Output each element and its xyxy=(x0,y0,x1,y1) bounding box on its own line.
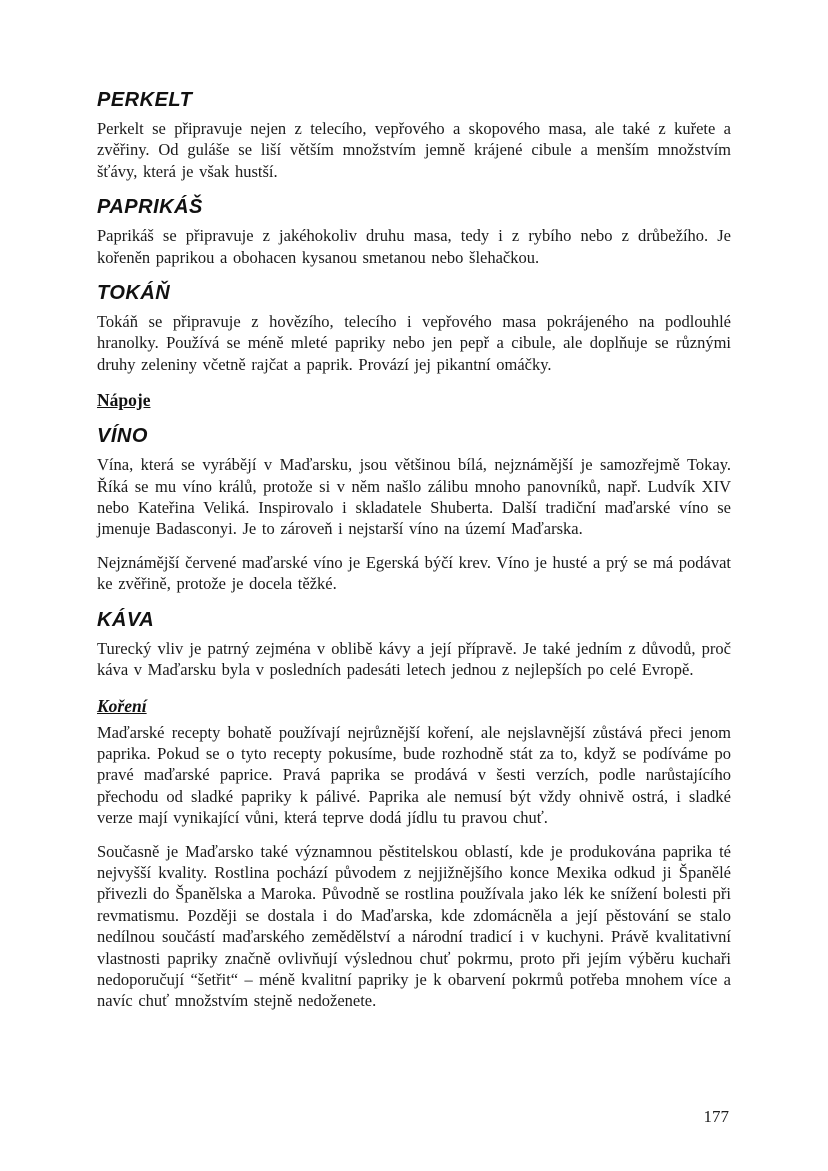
paragraph-koreni-2: Současně je Maďarsko také významnou pěstitelskou oblastí, kde je produkována paprika té nejvyšší kvality. Rostlina pochází původem z nejjižnějšího konce Mexika odkud ji Španělé přivezli do Španělska a Maroka. Původně se rostlina používala jako lék ke snížení bolesti při revmatismu. Později se dostala i do Maďarska, kde zdomácněla a její pěstování se stalo nedílnou součástí maďarského zemědělství a národní tradicí i v kuchyni. Právě kvalitativní vlastnosti papriky značně ovlivňují výslednou chuť pokrmu, proto při jejím výběru kuchaři nedoporučují “šetřit“ – méně kvalitní papriky je k obarvení pokrmů potřeba mnohem více a navíc chuť množstvím stejně nedoženete. xyxy=(97,841,731,1011)
paragraph-koreni-1: Maďarské recepty bohatě používají nejrůznější koření, ale nejslavnější zůstává přeci jenom paprika. Pokud se o tyto recepty pokusíme, bude rozhodně stát za to, když se podíváme po pravé maďarské paprice. Pravá paprika se prodává v šesti verzích, podle narůstajícího přechodu od sladké papriky k pálivé. Paprika ale nemusí být vždy ohnivě ostrá, i sladké verze mají vynikající vůni, která teprve dodá jídlu tu pravou chuť. xyxy=(97,722,731,828)
page-content xyxy=(97,88,731,1021)
paragraph-vino-2: Nejznámější červené maďarské víno je Egerská býčí krev. Víno je husté a prý se má podávat ke zvěřině, protože je docela těžké. xyxy=(97,552,731,594)
subheading-napoje: Nápoje xyxy=(97,390,151,411)
heading-paprikas: PAPRIKÁŠ xyxy=(97,196,203,219)
heading-vino: VÍNO xyxy=(97,425,148,448)
heading-kava: KÁVA xyxy=(97,608,155,631)
heading-tokan: TOKÁŇ xyxy=(97,282,171,305)
heading-perkelt: PERKELT xyxy=(97,89,193,111)
paragraph-perkelt: Perkelt se připravuje nejen z telecího, vepřového a skopového masa, ale také z kuřete a zvěřiny. Od guláše se liší větším množstvím jemně krájené cibule a menším množstvím šťávy, která je však hustší. xyxy=(97,119,731,181)
page-number: 177 xyxy=(703,1107,729,1126)
paragraph-kava: Turecký vliv je patrný zejména v oblibě kávy a její přípravě. Je také jedním z důvodů, proč káva v Maďarsku byla v posledních padesáti letech jednou z nejlepších po celé Evropě. xyxy=(97,638,731,680)
subheading-koreni: Koření xyxy=(97,695,147,716)
paragraph-paprikas: Paprikáš se připravuje z jakéhokoliv druhu masa, tedy i z rybího nebo z drůbežího. Je kořeněn paprikou a obohacen kysanou smetanou nebo šlehačkou. xyxy=(97,226,731,267)
paragraph-vino-1: Vína, která se vyrábějí v Maďarsku, jsou většinou bílá, nejznámější je samozřejmě Tokay. Říká se mu víno králů, protože si v něm našlo zálibu mnoho panovníků, např. Ludvík XIV nebo Kateřina Veliká. Inspirovalo i skladatele Shuberta. Další tradiční maďarské víno se jmenuje Badasconyi. Je to zároveň i nejstarší víno na území Maďarska. xyxy=(97,455,731,539)
paragraph-tokan: Tokáň se připravuje z hovězího, telecího i vepřového masa pokrájeného na podlouhlé hranolky. Používá se méně mleté papriky nebo jen pepř a cibule, ale doplňuje se různými druhy zeleniny včetně rajčat a paprik. Provází jej pikantní omáčky. xyxy=(97,312,731,374)
